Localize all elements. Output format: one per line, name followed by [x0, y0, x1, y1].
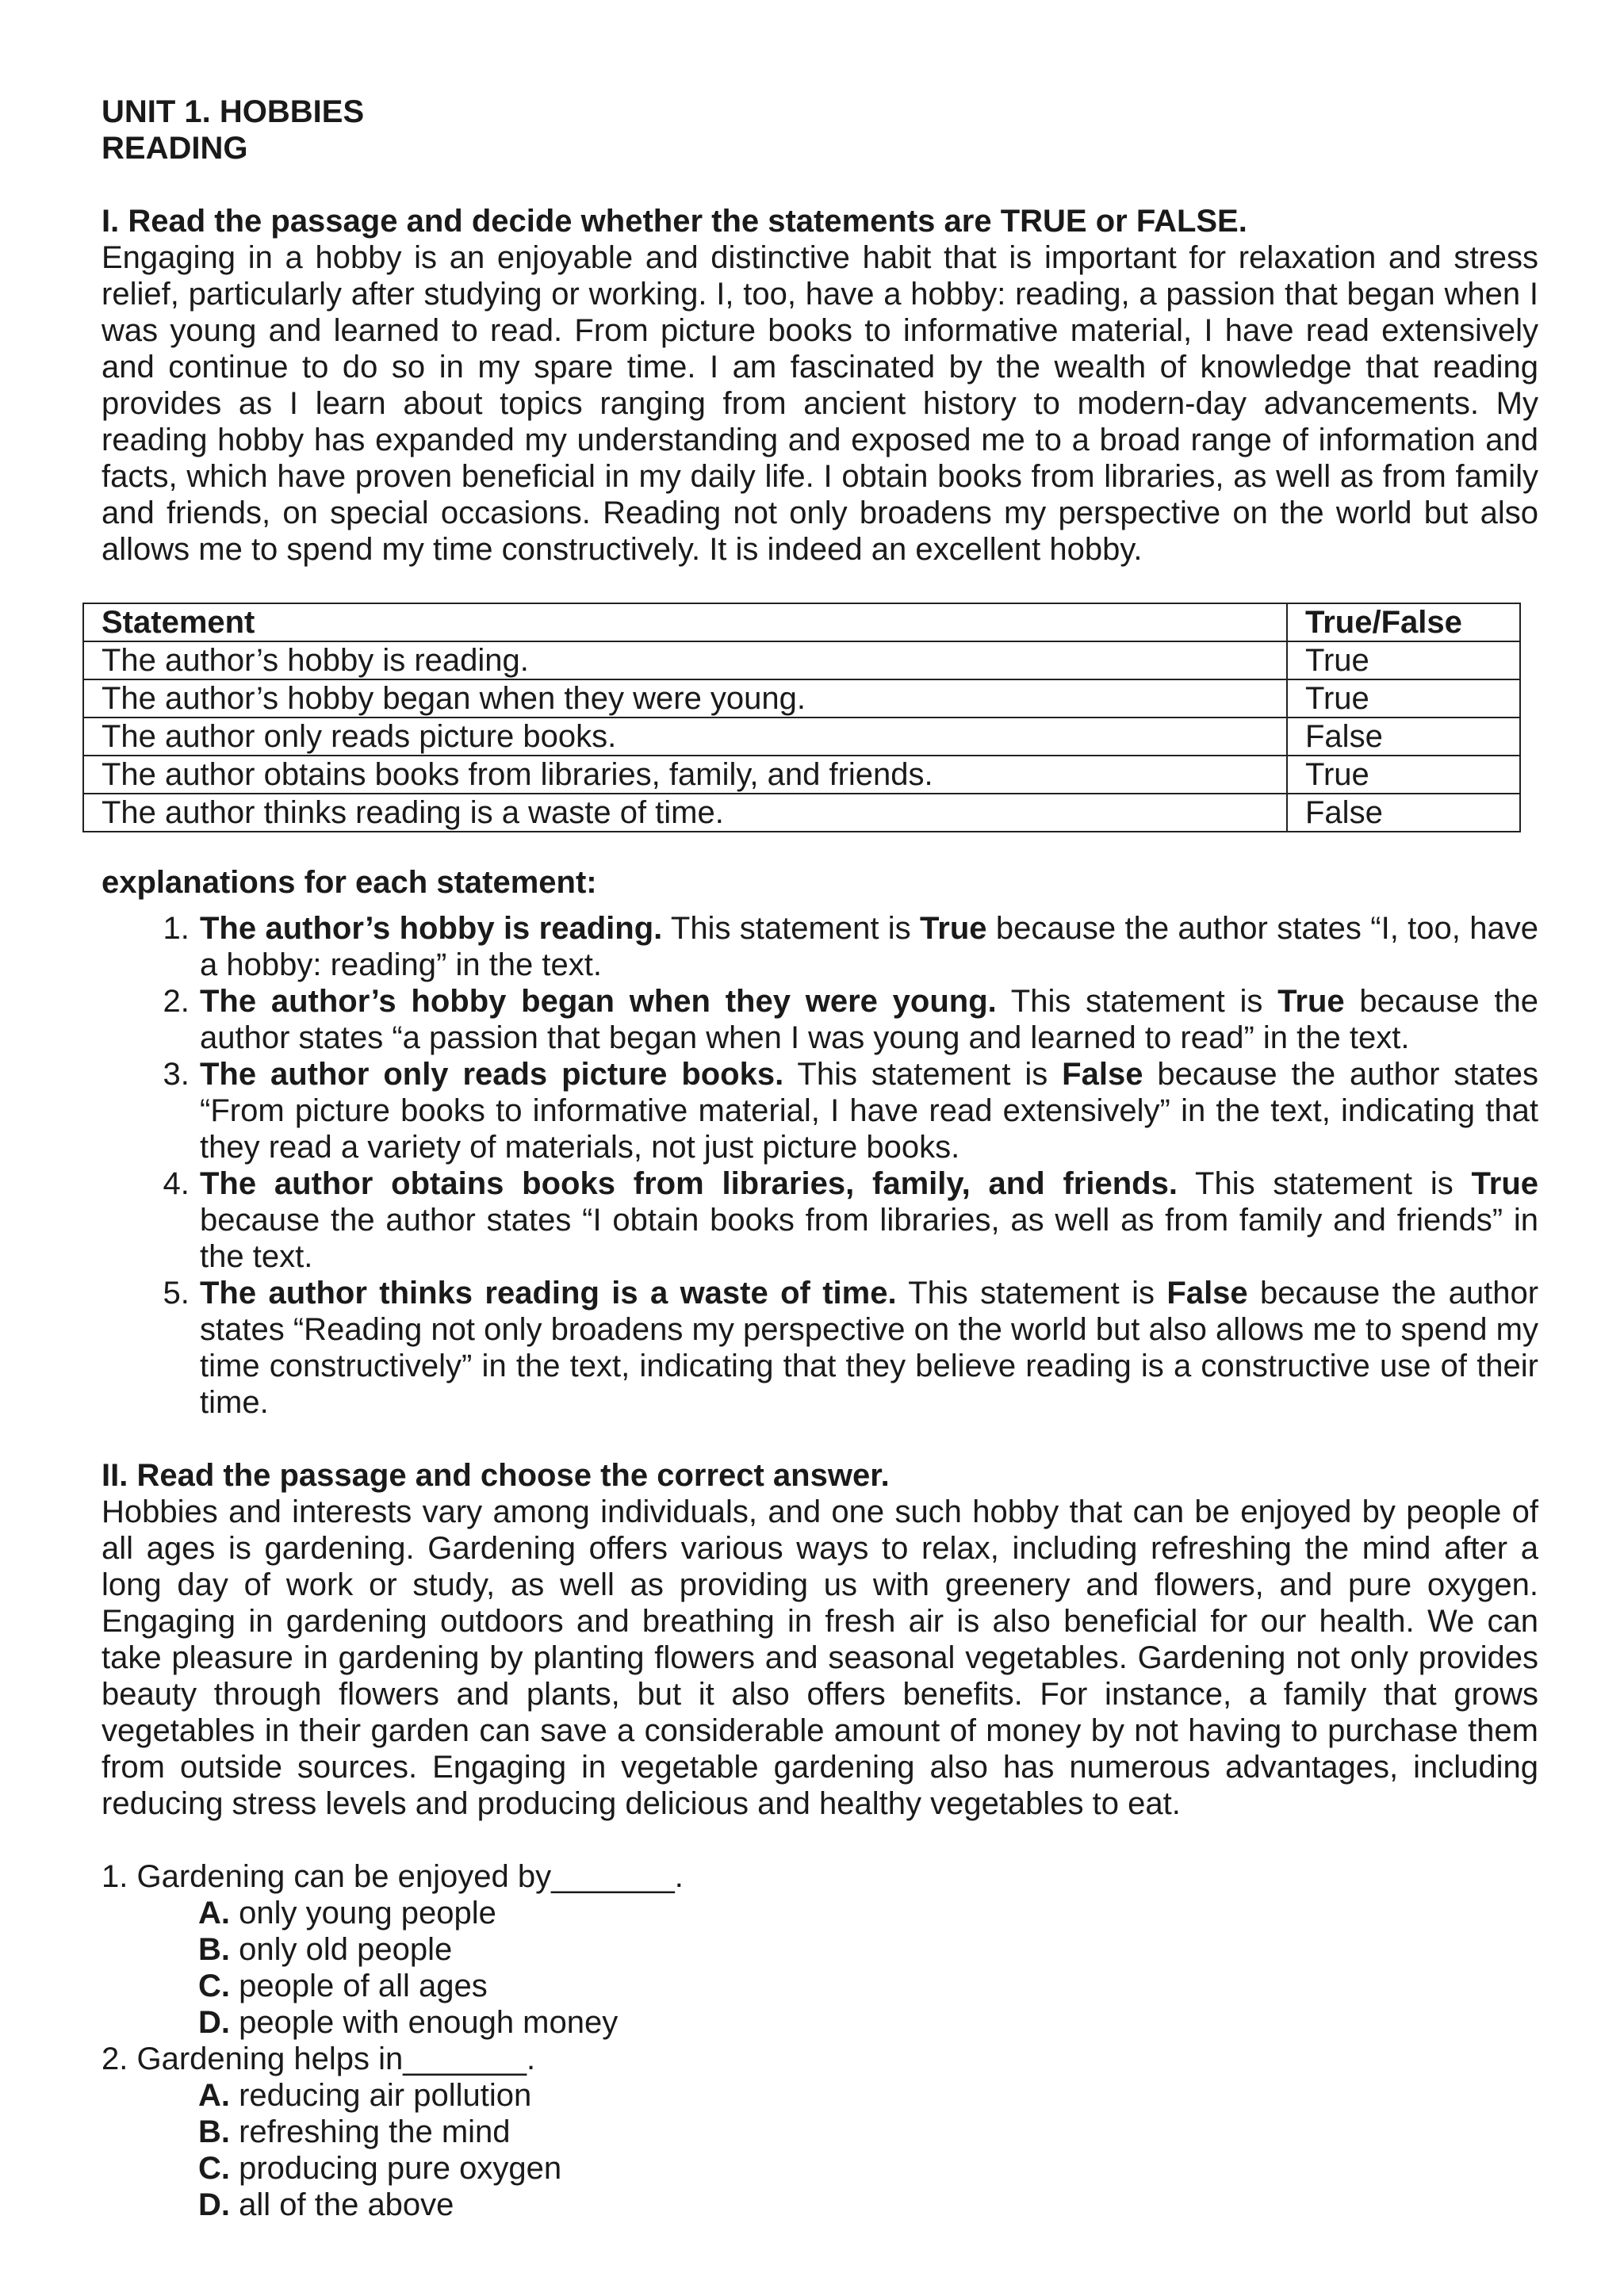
explanation-post: because the author states “I obtain books from libraries, as well as from family and friends” in the text.	[200, 1203, 1538, 1274]
question-1: 1. Gardening can be enjoyed by_______.	[102, 1859, 684, 1894]
answer-cell: False	[1287, 718, 1520, 756]
explanation-statement: The author’s hobby is reading.	[200, 911, 663, 946]
explanation-statement: The author only reads picture books.	[200, 1057, 784, 1092]
explanation-item	[198, 1165, 1538, 1275]
answer-cell: True	[1287, 679, 1520, 718]
explanations-list	[102, 910, 1538, 1421]
table-row	[83, 756, 1520, 794]
answer-cell: True	[1287, 641, 1520, 679]
explanation-statement: The author’s hobby began when they were young.	[200, 984, 997, 1019]
option-letter: A.	[198, 2078, 230, 2113]
option-text: people of all ages	[230, 1969, 488, 2003]
explanation-pre: This statement is	[783, 1057, 1063, 1092]
unit-title: UNIT 1. HOBBIES	[102, 94, 365, 129]
explanation-verdict: True	[1471, 1166, 1539, 1201]
explanation-item	[198, 983, 1538, 1056]
option-letter: B.	[198, 2114, 230, 2149]
option-text: all of the above	[230, 2187, 454, 2222]
option-text: producing pure oxygen	[230, 2151, 562, 2186]
option-text: reducing air pollution	[230, 2078, 532, 2113]
statement-cell: The author only reads picture books.	[83, 718, 1287, 756]
question-2-options	[102, 2077, 1538, 2223]
statement-cell: The author obtains books from libraries, family, and friends.	[83, 756, 1287, 794]
option-text: only young people	[230, 1896, 496, 1931]
option-letter: D.	[198, 2005, 230, 2040]
explanation-post: because the author states “I, too, have a hobby: reading” in the text.	[200, 911, 1538, 982]
option-letter: C.	[198, 2151, 230, 2186]
part1-passage: Engaging in a hobby is an enjoyable and distinctive habit that is important for relaxation and stress relief, particularly after studying or working. I, too, have a hobby: reading, a passion that began when I was young and learned to read. From picture books to informative material, I have read extensively and continue to do so in my spare time. I am fascinated by the wealth of knowledge that reading provides as I learn about topics ranging from ancient history to modern-day advancements. My reading hobby has expanded my understanding and exposed me to a broad range of information and facts, which have proven beneficial in my daily life. I obtain books from libraries, as well as from family and friends, on special occasions. Reading not only broadens my perspective on the world but also allows me to spend my time constructively. It is indeed an excellent hobby.	[102, 240, 1538, 567]
header-statement: Statement	[83, 603, 1287, 641]
explanation-pre: This statement is	[996, 984, 1278, 1019]
option-letter: D.	[198, 2187, 230, 2222]
part1-title: I. Read the passage and decide whether the statements are TRUE or FALSE.	[102, 204, 1247, 239]
explanation-statement: The author thinks reading is a waste of time.	[200, 1276, 897, 1311]
table-row	[83, 641, 1520, 679]
explanation-post: because the author states “Reading not only broadens my perspective on the world but also allows me to spend my time constructively” in the text, indicating that they believe reading is a constructive use of their time.	[200, 1276, 1539, 1420]
explanation-verdict: False	[1062, 1057, 1143, 1092]
section-label: READING	[102, 131, 248, 166]
part2-passage: Hobbies and interests vary among individuals, and one such hobby that can be enjoyed by people of all ages is gardening. Gardening offers various ways to relax, including refreshing the mind after a long day of work or study, as well as providing us with greenery and flowers, and pure oxygen. Engaging in gardening outdoors and breathing in fresh air is also beneficial for our health. We can take pleasure in gardening by planting flowers and seasonal vegetables. Gardening not only provides beauty through flowers and plants, but it also offers benefits. For instance, a family that grows vegetables in their garden can save a considerable amount of money by not having to purchase them from outside sources. Engaging in vegetable gardening also has numerous advantages, including reducing stress levels and producing delicious and healthy vegetables to eat.	[102, 1494, 1538, 1821]
statement-cell: The author’s hobby began when they were young.	[83, 679, 1287, 718]
option-c[interactable]	[198, 2150, 1538, 2187]
explanations-title: explanations for each statement:	[102, 865, 597, 900]
option-c[interactable]	[198, 1968, 1538, 2004]
true-false-table	[82, 603, 1521, 832]
option-b[interactable]	[198, 2114, 1538, 2150]
explanation-item	[198, 910, 1538, 983]
part2-title: II. Read the passage and choose the correct answer.	[102, 1458, 890, 1493]
explanation-verdict: False	[1166, 1276, 1248, 1311]
statement-cell: The author thinks reading is a waste of time.	[83, 794, 1287, 832]
table-row	[83, 718, 1520, 756]
explanation-post: because the author states “a passion that began when I was young and learned to read” in the text.	[200, 984, 1539, 1055]
header-true-false: True/False	[1287, 603, 1520, 641]
option-text: refreshing the mind	[230, 2114, 511, 2149]
option-a[interactable]	[198, 2077, 1538, 2114]
question-1-options	[102, 1895, 1538, 2041]
explanation-verdict: True	[1277, 984, 1345, 1019]
answer-cell: False	[1287, 794, 1520, 832]
explanation-statement: The author obtains books from libraries, family, and friends.	[200, 1166, 1178, 1201]
explanation-item	[198, 1275, 1538, 1421]
explanation-verdict: True	[920, 911, 987, 946]
option-text: people with enough money	[230, 2005, 619, 2040]
option-letter: A.	[198, 1896, 230, 1931]
table-row	[83, 679, 1520, 718]
answer-cell: True	[1287, 756, 1520, 794]
statement-cell: The author’s hobby is reading.	[83, 641, 1287, 679]
explanation-pre: This statement is	[896, 1276, 1167, 1311]
explanation-item	[198, 1056, 1538, 1165]
option-letter: B.	[198, 1932, 230, 1967]
table-header-row	[83, 603, 1520, 641]
option-a[interactable]	[198, 1895, 1538, 1931]
option-b[interactable]	[198, 1931, 1538, 1968]
question-2: 2. Gardening helps in_______.	[102, 2042, 536, 2076]
table-row	[83, 794, 1520, 832]
option-d[interactable]	[198, 2187, 1538, 2223]
explanation-pre: This statement is	[662, 911, 921, 946]
option-d[interactable]	[198, 2004, 1538, 2041]
explanation-post: because the author states “From picture books to informative material, I have read extensively” in the text, indicating that they read a variety of materials, not just picture books.	[200, 1057, 1539, 1165]
option-letter: C.	[198, 1969, 230, 2003]
option-text: only old people	[230, 1932, 453, 1967]
explanation-pre: This statement is	[1177, 1166, 1472, 1201]
